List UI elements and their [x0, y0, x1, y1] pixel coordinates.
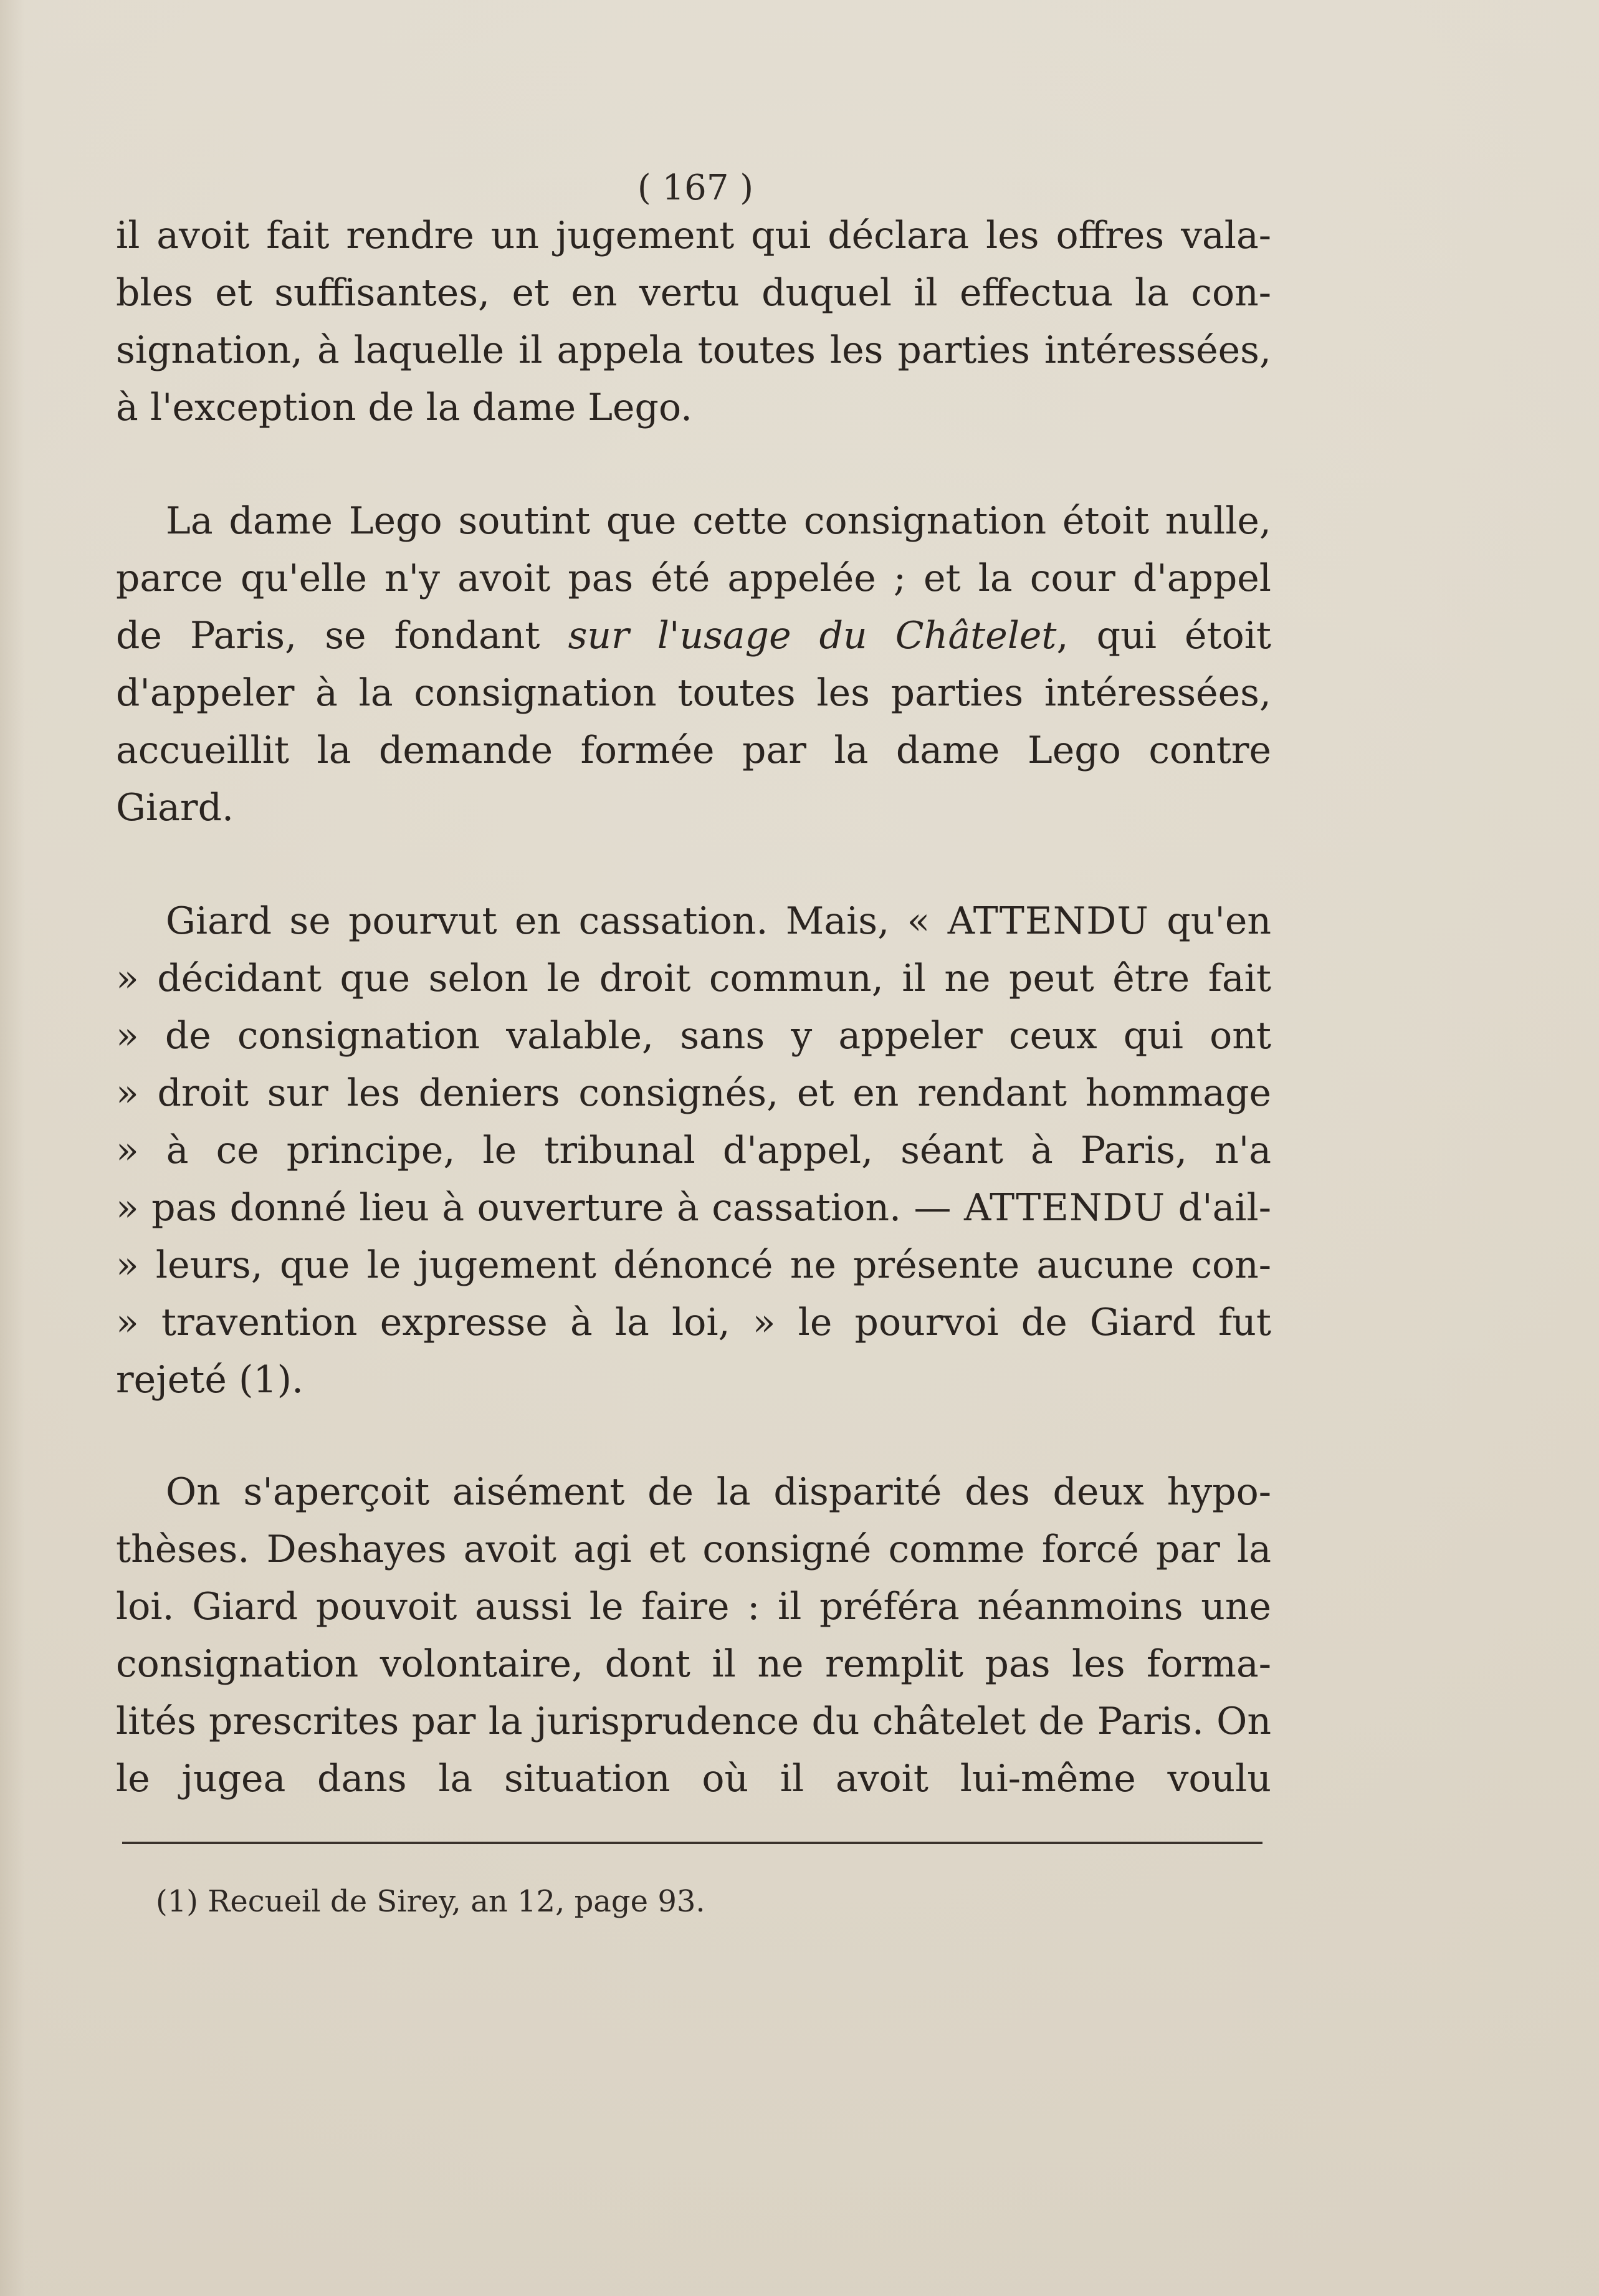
text-line: » travention expresse à la loi, » le pourvoi de Giard fut [116, 1301, 1271, 1344]
text-line: parce qu'elle n'y avoit pas été appelée ; et la cour d'appel [116, 557, 1271, 600]
page-gutter-shadow [0, 0, 25, 2296]
text-line: » décidant que selon le droit commun, il ne peut être fait [116, 957, 1271, 1000]
text-line: accueillit la demande formée par la dame Lego contre [116, 729, 1271, 772]
page-number: ( 167 ) [637, 168, 754, 208]
text-line: signation, à laquelle il appela toutes les parties intéressées, [116, 328, 1271, 372]
small-caps-word: ATTENDU [947, 899, 1149, 943]
text-line: consignation volontaire, dont il ne remplit pas les forma- [116, 1642, 1271, 1686]
text-run: d'ail- [1178, 1186, 1271, 1230]
text-line: La dame Lego soutint que cette consignation étoit nulle, [166, 499, 1271, 543]
text-line [116, 607, 1271, 664]
text-line: à l'exception de la dame Lego. [116, 386, 693, 429]
text-line: rejeté (1). [116, 1358, 304, 1402]
text-run: de Paris, se fondant [116, 614, 540, 658]
paragraph-gap [116, 436, 1271, 492]
paragraph-gap [116, 836, 1271, 892]
footnote-rule [122, 1842, 1262, 1844]
text-line: » droit sur les deniers consignés, et en rendant hommage [116, 1071, 1271, 1115]
paragraph-gap [116, 1409, 1271, 1463]
text-line: On s'aperçoit aisément de la disparité des deux hypo- [166, 1470, 1271, 1514]
text-line [116, 892, 1271, 950]
text-line: le jugea dans la situation où il avoit lui-même voulu [116, 1757, 1271, 1801]
text-line [116, 1179, 1271, 1236]
text-line: » leurs, que le jugement dénoncé ne présente aucune con- [116, 1243, 1271, 1287]
text-line: loi. Giard pouvoit aussi le faire : il préféra néanmoins une [116, 1585, 1271, 1629]
text-run: qu'en [1167, 899, 1271, 943]
text-run: » pas donné lieu à ouverture à cassation. — [116, 1186, 952, 1230]
text-line: Giard. [116, 786, 234, 830]
text-line: » de consignation valable, sans y appeler ceux qui ont [116, 1014, 1271, 1058]
text-run: Giard se pourvut en cassation. Mais, « [166, 899, 930, 943]
footnote: (1) Recueil de Sirey, an 12, page 93. [156, 1884, 705, 1919]
text-line: thèses. Deshayes avoit agi et consigné comme forcé par la [116, 1528, 1271, 1571]
body-text [116, 207, 1271, 1807]
text-run: , qui étoit [1056, 614, 1271, 658]
text-line: d'appeler à la consignation toutes les parties intéressées, [116, 671, 1271, 715]
italic-phrase: sur l'usage du Châtelet [568, 614, 1057, 658]
text-line: il avoit fait rendre un jugement qui déclara les offres vala- [116, 214, 1271, 257]
text-line: bles et suffisantes, et en vertu duquel il effectua la con- [116, 271, 1271, 315]
text-line: lités prescrites par la jurisprudence du châtelet de Paris. On [116, 1700, 1271, 1743]
small-caps-word: ATTENDU [964, 1186, 1166, 1230]
text-line: » à ce principe, le tribunal d'appel, séant à Paris, n'a [116, 1129, 1271, 1172]
